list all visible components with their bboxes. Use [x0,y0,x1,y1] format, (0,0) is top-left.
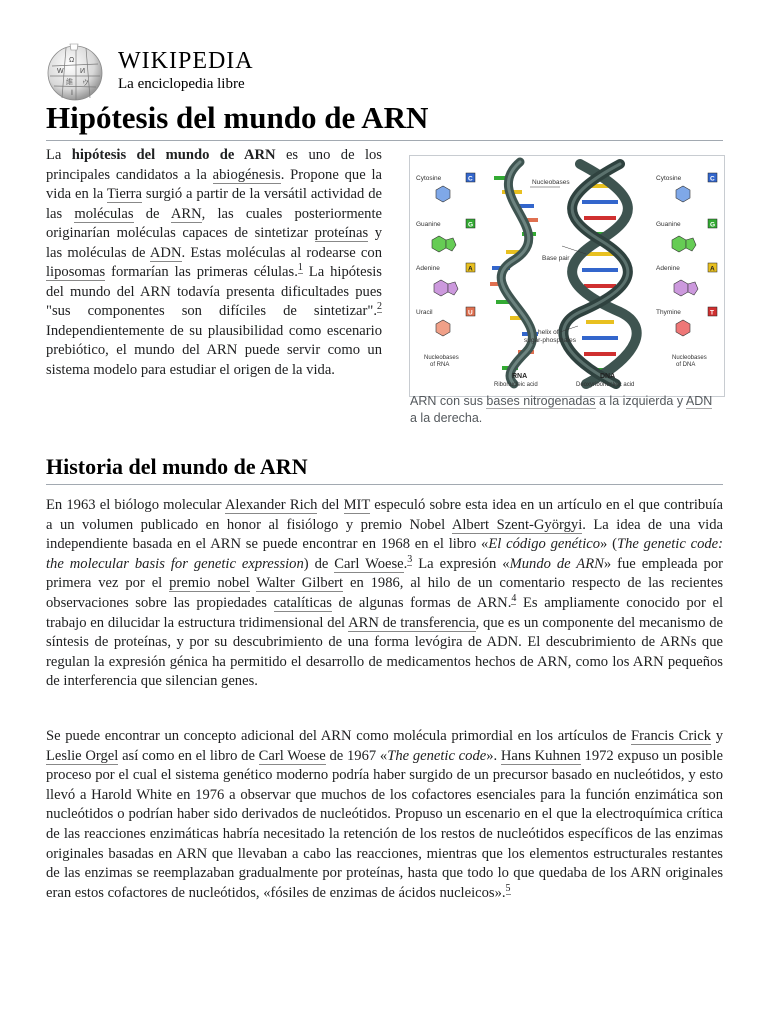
link-carl-woese-2[interactable]: Carl Woese [258,747,326,764]
guanine-ring [446,238,456,251]
text: del [317,497,344,513]
link-premio-nobel[interactable]: premio nobel [169,575,250,592]
label-guanine: Guanine [416,221,441,228]
text: a la derecha. [410,411,483,425]
label-adenine-right: Adenine [656,265,680,272]
link-adn-caption[interactable]: ADN [685,394,713,408]
italic-title: El código genético [488,536,601,553]
svg-text:И: И [80,68,86,75]
thymine-molecule [676,320,690,336]
text: especuló sobre esta idea en un artículo en el que contribuía a un volumen publicado en honor al fisiólogo y premio Nobel [46,497,723,533]
italic-title: The genetic code [387,747,487,764]
svg-text:ا: ا [71,90,73,97]
guanine-ring-right [686,238,696,251]
site-tagline: La enciclopedia libre [118,76,245,92]
text: . [403,555,408,572]
text: es uno de los principales candidatos a la [46,147,382,183]
text: , las cuales posteriormente originarían moléculas capaces de sintetizar [46,205,382,241]
link-liposomas[interactable]: liposomas [46,264,106,280]
ref-2[interactable]: 2 [377,301,382,313]
link-szent-gyorgyi[interactable]: Albert Szent-Györgyi [451,516,583,533]
text: en 1986, al hilo de un comentario respecto de las recientes observaciones sobre las propiedades [46,575,724,611]
text: En 1963 el biólogo molecular [46,497,225,513]
link-moleculas[interactable]: moléculas [74,205,134,222]
cytosine-molecule-right [676,186,690,202]
label-nucleobases-rna-1: Nucleobases [424,355,459,361]
text: Se puede encontrar un concepto adicional del ARN como molécula primordial en los artículos de [46,728,632,744]
link-adn[interactable]: ADN [149,244,182,261]
text: y las moléculas de [46,225,382,261]
text: Independientemente de su plausibilidad como escenario prebiótico, el mundo del ARN puede servir como un sistema modelo para estudiar el origen de la vida. [46,322,382,378]
link-cataliticas[interactable]: catalíticas [273,594,332,611]
key-letter-g-right: G [710,221,716,229]
text: La hipótesis del mundo del ARN todavía presenta dificultades pues "sus componentes son difíciles de sintetizar". [46,264,382,319]
link-proteinas[interactable]: proteínas [314,225,369,241]
label-cytosine-right: Cytosine [656,175,682,182]
text: surgió a partir de la versátil actividad de las [46,186,382,222]
ref-3[interactable]: 3 [407,553,413,565]
label-cytosine: Cytosine [416,175,442,182]
label-guanine-right: Guanine [656,221,681,228]
rna-dna-figure[interactable] [409,155,725,397]
history-paragraph-1 [46,496,723,692]
label-nucleobases-annotation: Nucleobases [532,179,570,186]
label-ribonucleic-acid: Ribonucleic acid [494,382,538,388]
page-title: Hipótesis del mundo de ARN [46,100,429,135]
history-paragraph-2 [46,727,723,903]
italic-term: Mundo de ARN [509,555,604,572]
lead-paragraph [46,146,382,380]
section-heading: Historia del mundo de ARN [46,454,308,479]
key-letter-c: C [468,175,473,183]
text: formarían las primeras células. [105,264,298,280]
uracil-molecule [436,320,450,336]
text: . Estas moléculas al rodearse con [181,244,383,261]
text: de 1967 « [325,747,388,764]
text: de algunas formas de ARN. [331,594,512,611]
link-tierra[interactable]: Tierra [106,186,142,202]
key-letter-c-right: C [710,175,715,183]
svg-text:W: W [57,68,64,75]
label-dna: DNA [600,373,616,380]
svg-text:維: 維 [66,79,73,86]
adenine-ring [448,282,458,295]
figure-caption [410,393,722,427]
section-divider [46,484,723,485]
guanine-molecule [432,236,446,252]
key-letter-t: T [710,309,714,317]
link-francis-crick[interactable]: Francis Crick [631,728,712,744]
key-letter-a: A [468,265,473,273]
label-rna: RNA [512,373,528,380]
label-helix-2: sugar-phosphates [524,337,577,344]
svg-text:ウ: ウ [82,80,89,87]
text: Es ampliamente conocido por el trabajo en dilucidar la estructura tridimensional del [46,594,723,631]
italic-title: The genetic code: the molecular basis for genetic expression [46,536,724,572]
link-carl-woese[interactable]: Carl Woese [334,555,404,572]
cytosine-molecule [436,186,450,202]
label-deoxyribonucleic-acid: Deoxyribonucleic acid [576,382,635,388]
text: . La idea de una vida independiente basada en el ARN se puede encontrar en 1968 en el libro « [46,516,724,553]
key-letter-u: U [468,309,473,317]
text: , que es un componente del mecanismo de síntesis de proteínas, y por su descubrimiento de una forma levógira de ADN. El descubrimiento de ARNs que regulan la expresión génica ha permitido el desarrollo de medicamentos hechos de ARN, como los ARN pequeños de interferencia que silencian genes. [46,614,723,690]
label-uracil: Uracil [416,309,433,316]
text: y [711,728,723,744]
adenine-molecule [434,280,448,296]
rna-dna-diagram [410,156,724,396]
link-abiogenesis[interactable]: abiogénesis [212,166,281,183]
bold-term: hipótesis del mundo de ARN [71,147,276,163]
label-base-pair: Base pair [542,255,570,262]
guanine-molecule-right [672,236,686,252]
ref-4[interactable]: 4 [511,593,517,605]
label-nucleobases-dna-2: of DNA [676,362,696,368]
text: » ( [600,536,617,553]
text: La expresión « [412,555,510,572]
label-nucleobases-dna-1: Nucleobases [672,355,707,361]
dna-double-helix [563,164,636,384]
link-walter-gilbert[interactable]: Walter Gilbert [256,575,344,592]
label-nucleobases-rna-2: of RNA [430,362,450,368]
link-mit[interactable]: MIT [343,497,371,513]
link-arn[interactable]: ARN [170,205,202,222]
rna-strand [490,162,538,384]
title-divider [46,140,723,141]
text: ARN con sus [410,394,487,408]
text: ) de [303,555,335,572]
svg-text:Ω: Ω [69,57,75,64]
text: . Propone que la vida en la [46,166,382,202]
ref-1[interactable]: 1 [297,262,303,274]
text: de [133,205,171,222]
ref-5[interactable]: 5 [505,882,511,894]
adenine-molecule-right [674,280,688,296]
adenine-ring-right [688,282,698,295]
link-arn-transferencia[interactable]: ARN de transferencia [348,614,476,631]
text: La [46,147,72,163]
link-alexander-rich[interactable]: Alexander Rich [224,497,318,513]
label-thymine: Thymine [656,309,681,316]
wikipedia-globe-logo[interactable] [44,40,106,102]
label-helix-1: helix of [538,329,559,336]
link-leslie-orgel[interactable]: Leslie Orgel [46,747,119,764]
text: ». [486,747,501,764]
text: » fue empleada por primera vez por el [46,555,723,592]
key-letter-g: G [468,221,474,229]
text: a la izquierda y [595,394,686,408]
link-hans-kuhnen[interactable]: Hans Kuhnen [500,747,581,764]
label-adenine: Adenine [416,265,440,272]
key-letter-a-right: A [710,265,715,273]
text: así como en el libro de [118,747,259,764]
link-bases-nitrogenadas[interactable]: bases nitrogenadas [486,394,596,408]
wikipedia-wordmark[interactable]: WIKIPEDIA [118,48,254,74]
text: 1972 expuso un posible proceso por el cual el sistema genético moderno podría haber surgido de un precursor basado en nucleótidos, y esto llevó a Harold White en 1976 a observar que muchos de los cofactores esenciales para la función enzimática son nucleótidos o podrían haber sido derivados de nucleótidos. Propuso un escenario en el que la electroquímica crítica de las reacciones enzimáticas habría necesitado la retención de los restos de nucleótidos específicos de las enzimas originales basadas en ARN que llevaban a cabo las reacciones, mientras que los elementos estructurales restantes de las enzimas se reemplazaban gradualmente por proteínas, hasta que todo lo que quedaba de los ARN originales eran estos cofactores de nucleótidos, «fósiles de enzimas de ácidos nucleicos». [46,747,723,901]
